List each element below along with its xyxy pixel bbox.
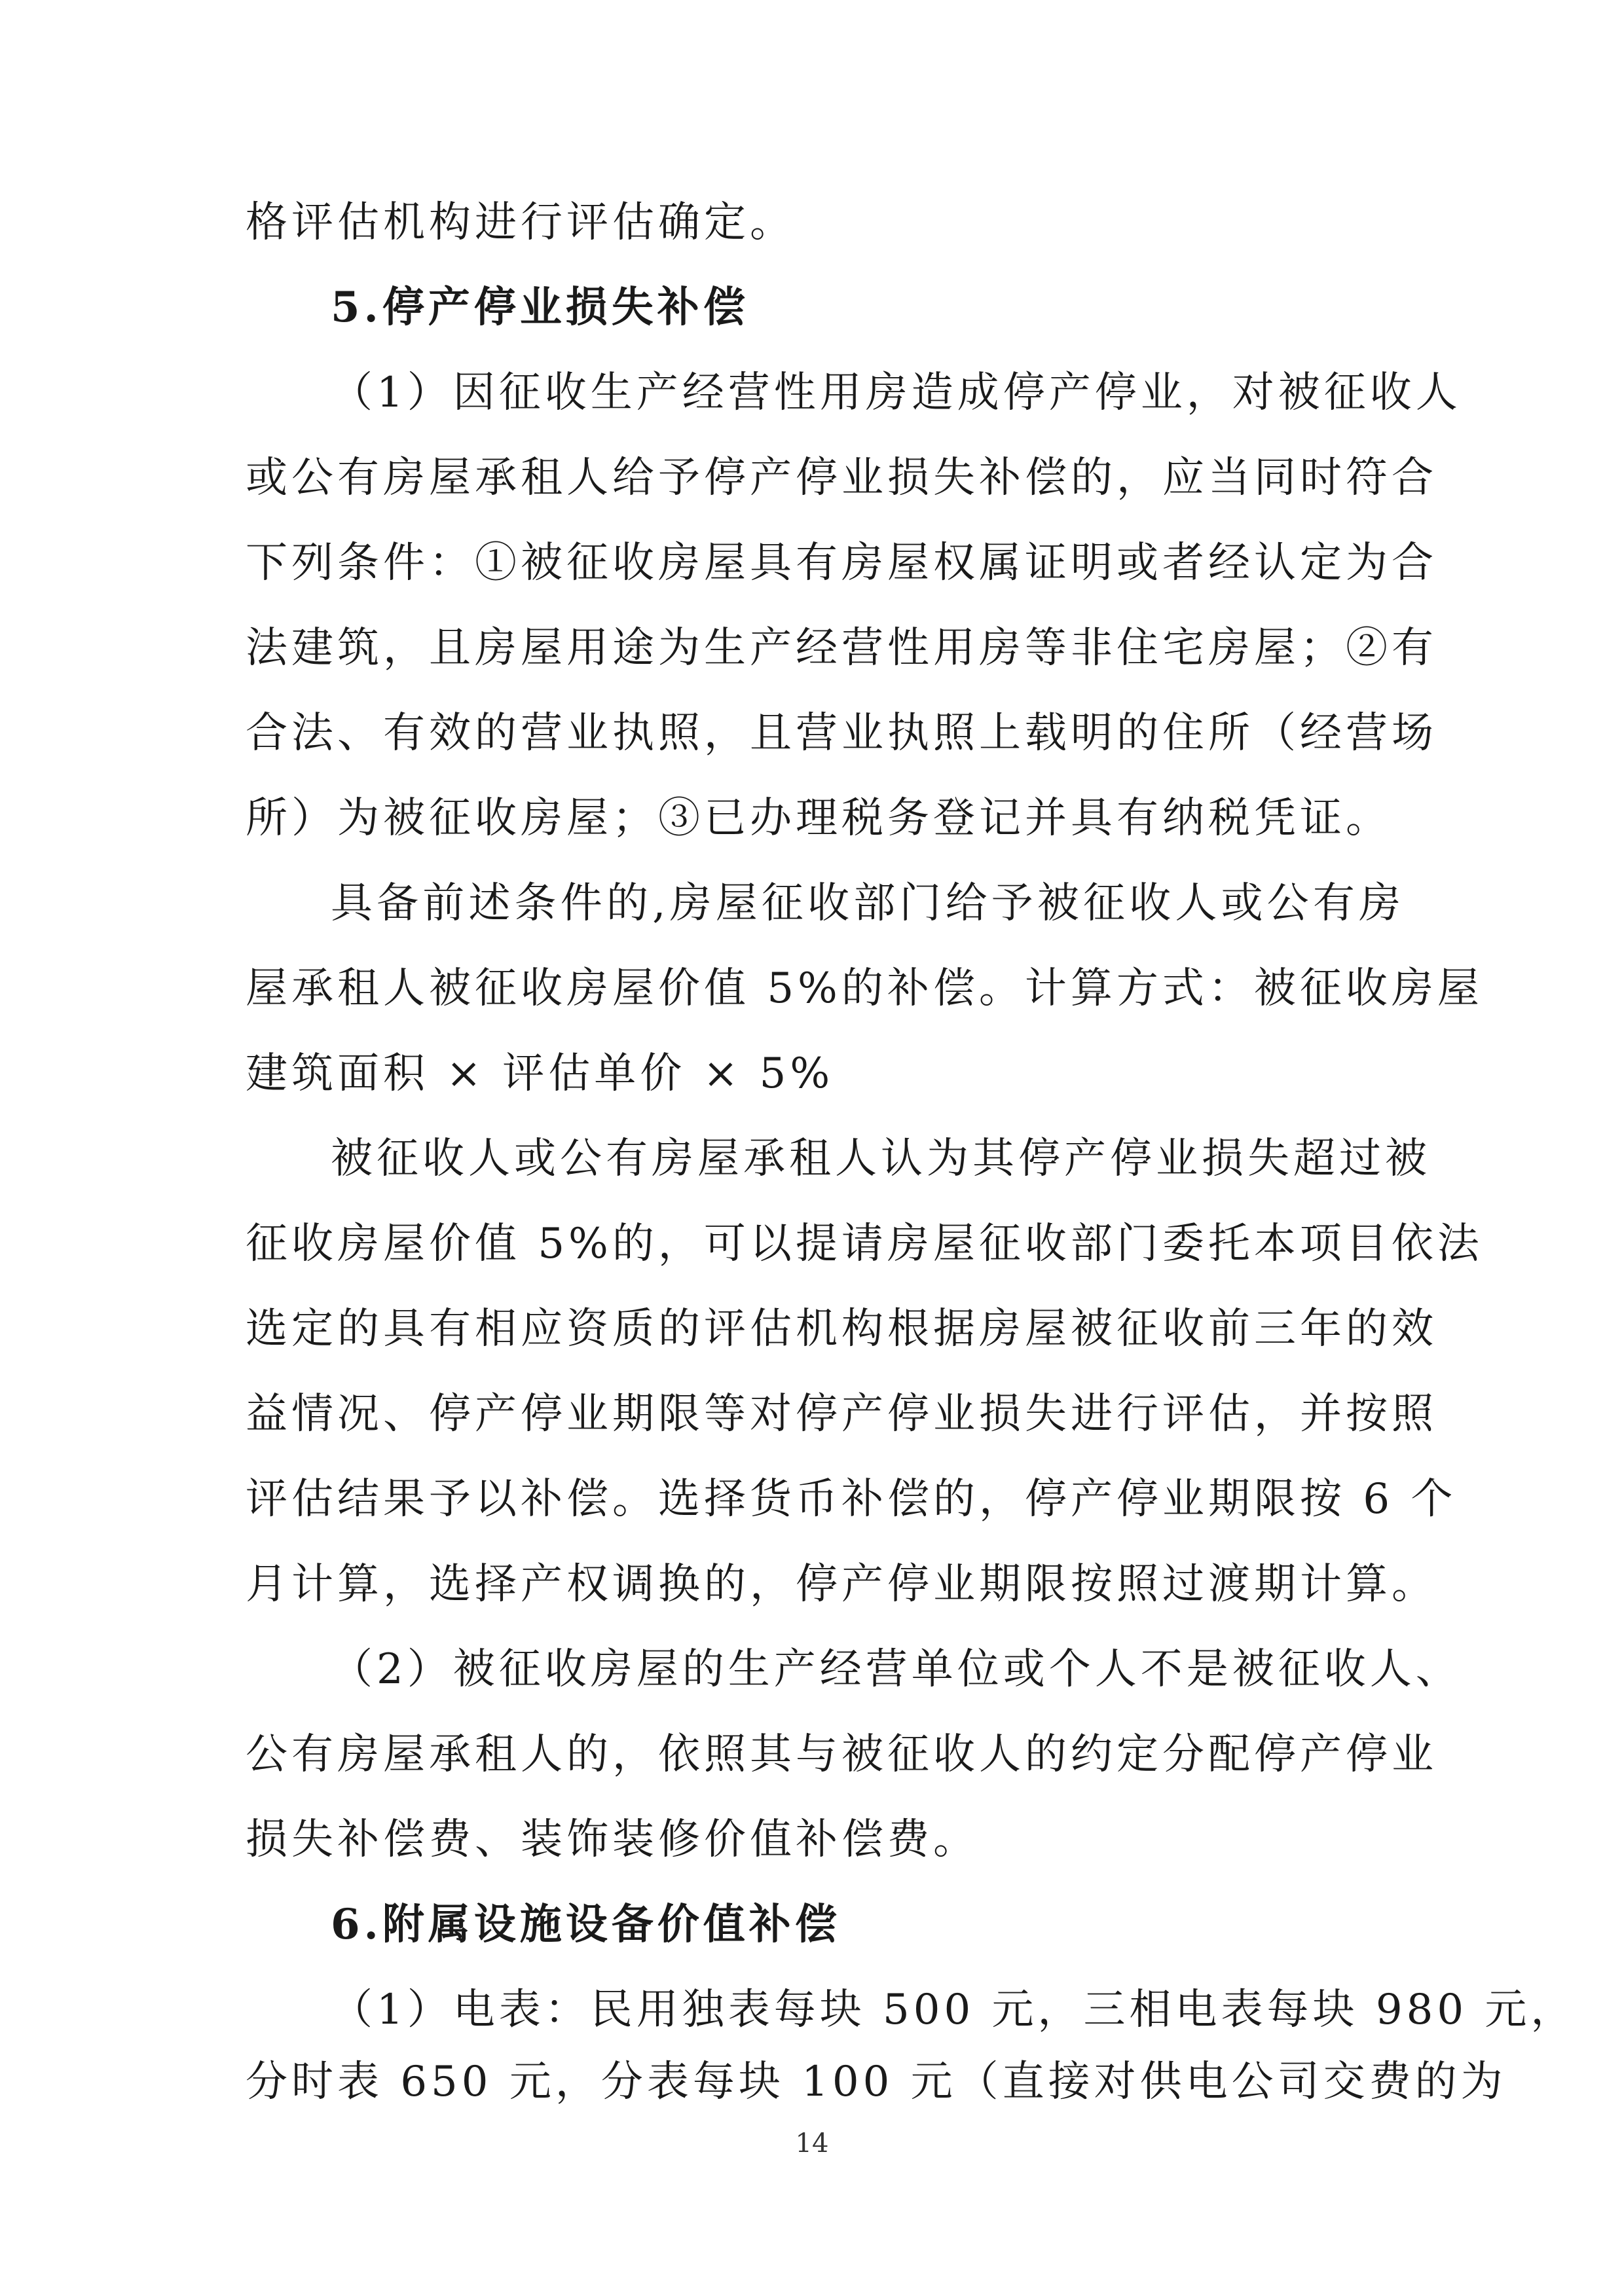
text-line: （2）被征收房屋的生产经营单位或个人不是被征收人、 <box>331 1645 1462 1694</box>
text-line: 损失补偿费、装饰装修价值补偿费。 <box>246 1815 979 1864</box>
text-line: 评估结果予以补偿。选择货币补偿的，停产停业期限按 6 个 <box>246 1475 1457 1523</box>
text-line: （1）电表：民用独表每块 500 元，三相电表每块 980 元， <box>331 1986 1577 2034</box>
text-line: 建筑面积 × 评估单价 × 5% <box>246 1049 834 1098</box>
text-line: 被征收人或公有房屋承租人认为其停产停业损失超过被 <box>331 1135 1431 1183</box>
section-heading-5: 5.停产停业损失补偿 <box>331 283 749 332</box>
text-line: 合法、有效的营业执照，且营业执照上载明的住所（经营场 <box>246 709 1437 757</box>
text-line: 格评估机构进行评估确定。 <box>246 198 796 247</box>
text-line: 法建筑，且房屋用途为生产经营性用房等非住宅房屋；②有 <box>246 624 1437 672</box>
text-line: （1）因征收生产经营性用房造成停产停业，对被征收人 <box>331 369 1462 417</box>
section-heading-6: 6.附属设施设备价值补偿 <box>331 1900 841 1949</box>
text-line: 公有房屋承租人的，依照其与被征收人的约定分配停产停业 <box>246 1730 1437 1779</box>
page-number: 14 <box>795 2128 829 2159</box>
text-line: 征收房屋价值 5%的，可以提请房屋征收部门委托本项目依法 <box>246 1220 1483 1268</box>
text-line: 或公有房屋承租人给予停产停业损失补偿的，应当同时符合 <box>246 454 1437 502</box>
text-line: 下列条件：①被征收房屋具有房屋权属证明或者经认定为合 <box>246 539 1437 587</box>
text-line: 分时表 650 元，分表每块 100 元（直接对供电公司交费的为 <box>246 2058 1507 2106</box>
text-line: 屋承租人被征收房屋价值 5%的补偿。计算方式：被征收房屋 <box>246 964 1483 1013</box>
text-line: 月计算，选择产权调换的，停产停业期限按照过渡期计算。 <box>246 1560 1437 1609</box>
text-line: 所）为被征收房屋；③已办理税务登记并具有纳税凭证。 <box>246 794 1392 843</box>
text-line: 选定的具有相应资质的评估机构根据房屋被征收前三年的效 <box>246 1305 1437 1353</box>
text-line: 具备前述条件的,房屋征收部门给予被征收人或公有房 <box>331 879 1405 928</box>
text-line: 益情况、停产停业期限等对停产停业损失进行评估，并按照 <box>246 1390 1437 1438</box>
